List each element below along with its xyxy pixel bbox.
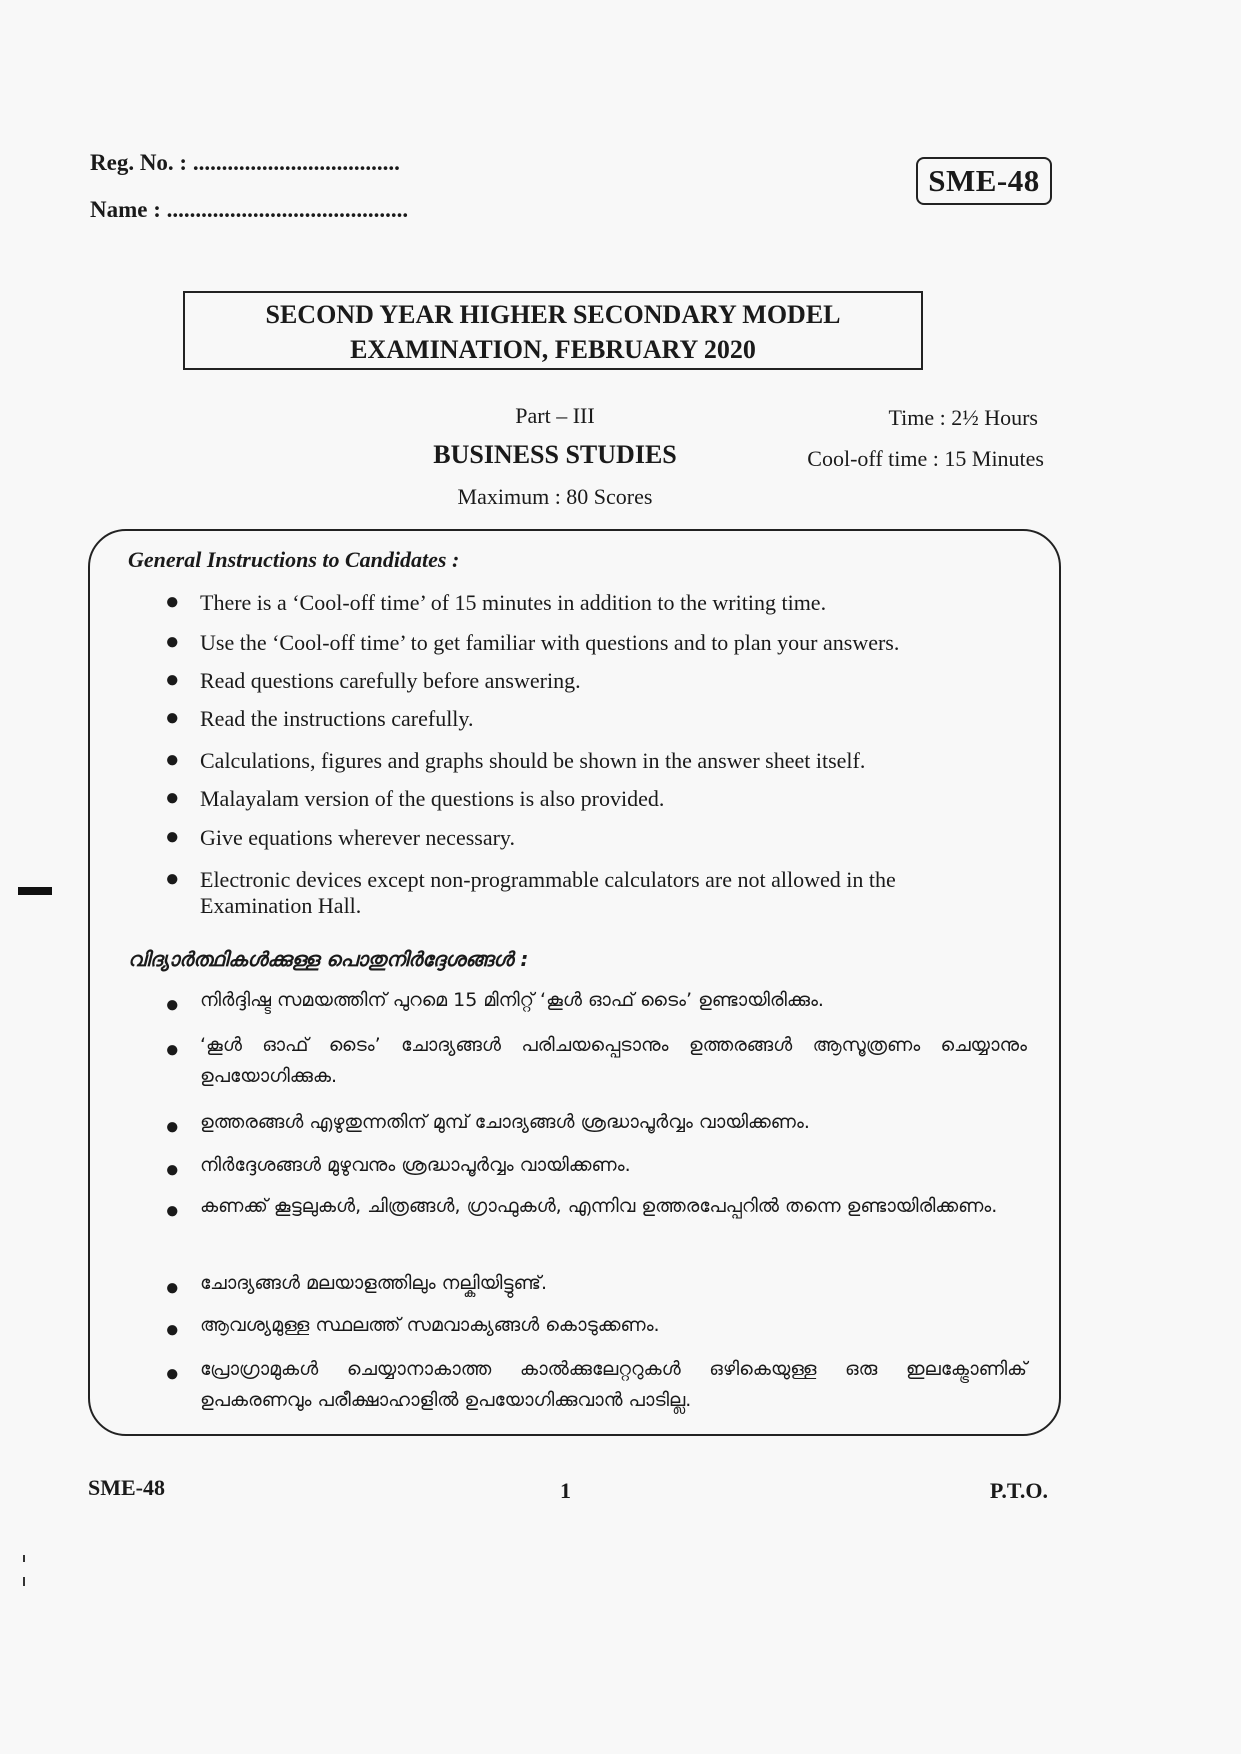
- reg-no-field: Reg. No. : ....................................: [90, 150, 400, 175]
- bullet-icon: ●: [165, 705, 180, 731]
- instruction-ml-2: ‘കൂൾ ഓഫ് ടൈം’ ചോദ്യങ്ങൾ പരിചയപ്പെടാനും ഉത്തരങ്ങൾ ആസൂത്രണം ചെയ്യാനും ഉപയോഗിക്കുക.: [200, 1034, 1027, 1087]
- bullet-icon: ●: [165, 747, 180, 773]
- bullet-icon: ●: [165, 1361, 180, 1387]
- margin-tick: [23, 1577, 25, 1586]
- instruction-en-1: There is a ‘Cool-off time’ of 15 minutes in addition to the writing time.: [200, 590, 827, 615]
- instruction-ml-6: ചോദ്യങ്ങൾ മലയാളത്തിലും നല്കിയിട്ടുണ്ട്.: [200, 1272, 547, 1294]
- bullet-icon: ●: [165, 824, 180, 850]
- bullet-icon: ●: [165, 1037, 180, 1063]
- max-scores: Maximum : 80 Scores: [457, 484, 653, 509]
- instruction-ml-4: നിർദ്ദേശങ്ങൾ മുഴുവനും ശ്രദ്ധാപൂർവ്വം വായിക്കണം.: [200, 1154, 631, 1176]
- instruction-en-8: Electronic devices except non-programmable calculators are not allowed in the Examination Hall.: [200, 867, 896, 918]
- bullet-icon: ●: [165, 629, 180, 655]
- margin-mark: [18, 887, 52, 895]
- instruction-ml-7: ആവശ്യമുള്ള സ്ഥലത്ത് സമവാക്യങ്ങൾ കൊടുക്കണം.: [200, 1314, 660, 1336]
- margin-tick: [23, 1555, 25, 1562]
- bullet-icon: ●: [165, 1114, 180, 1140]
- instruction-en-3: Read questions carefully before answering.: [200, 668, 581, 693]
- part-label: Part – III: [515, 403, 595, 428]
- instructions-heading-ml: വിദ്യാർത്ഥികൾക്കുള്ള പൊതുനിർദ്ദേശങ്ങൾ :: [128, 947, 529, 971]
- exam-title-line2: EXAMINATION, FEBRUARY 2020: [350, 335, 756, 364]
- exam-title-line1: SECOND YEAR HIGHER SECONDARY MODEL: [265, 300, 841, 329]
- bullet-icon: ●: [165, 866, 180, 892]
- instruction-en-4: Read the instructions carefully.: [200, 706, 474, 731]
- instruction-en-7: Give equations wherever necessary.: [200, 825, 515, 850]
- instruction-ml-5: കണക്ക് കൂട്ടലുകൾ, ചിത്രങ്ങൾ, ഗ്രാഫുകൾ, എന്നിവ ഉത്തരപേപ്പറിൽ തന്നെ ഉണ്ടായിരിക്കണം.: [200, 1195, 998, 1217]
- bullet-icon: ●: [165, 785, 180, 811]
- name-field: Name : ..........................................: [90, 197, 409, 222]
- bullet-icon: ●: [165, 1198, 180, 1224]
- exam-title-box: [183, 291, 923, 370]
- instruction-ml-3: ഉത്തരങ്ങൾ എഴുതുന്നതിന് മുമ്പ് ചോദ്യങ്ങൾ ശ്രദ്ധാപൂർവ്വം വായിക്കണം.: [200, 1111, 810, 1133]
- instructions-heading-en: General Instructions to Candidates :: [128, 547, 460, 572]
- bullet-icon: ●: [165, 589, 180, 615]
- bullet-icon: ●: [165, 667, 180, 693]
- bullet-icon: ●: [165, 1275, 180, 1301]
- footer-paper-code: SME-48: [88, 1475, 165, 1500]
- bullet-icon: ●: [165, 1317, 180, 1343]
- bullet-icon: ●: [165, 992, 180, 1018]
- pto-label: P.T.O.: [989, 1478, 1048, 1503]
- instruction-ml-1: നിർദ്ദിഷ്ട സമയത്തിന് പുറമെ 15 മിനിറ്റ് ‘കൂൾ ഓഫ് ടൈം’ ഉണ്ടായിരിക്കും.: [200, 989, 824, 1011]
- page-number: 1: [560, 1478, 571, 1503]
- instruction-en-6: Malayalam version of the questions is also provided.: [200, 786, 665, 811]
- instruction-ml-8: പ്രോഗ്രാമുകൾ ചെയ്യാനാകാത്ത കാൽക്കുലേറ്ററുകൾ ഒഴികെയുള്ള ഒരു ഇലക്ട്രോണിക് ഉപകരണവും പരീക്ഷാഹാളിൽ ഉപയോഗിക്കുവാൻ പാടില്ല.: [200, 1358, 1027, 1411]
- bullet-icon: ●: [165, 1157, 180, 1183]
- instruction-en-2: Use the ‘Cool-off time’ to get familiar with questions and to plan your answers.: [200, 630, 900, 655]
- instructions-box: [88, 529, 1061, 1436]
- cool-off-time: Cool-off time : 15 Minutes: [807, 446, 1044, 471]
- instruction-en-5: Calculations, figures and graphs should be shown in the answer sheet itself.: [200, 748, 866, 773]
- paper-code-badge: SME-48: [916, 157, 1052, 205]
- time-allowed: Time : 2½ Hours: [888, 405, 1038, 430]
- subject-title: BUSINESS STUDIES: [433, 440, 677, 469]
